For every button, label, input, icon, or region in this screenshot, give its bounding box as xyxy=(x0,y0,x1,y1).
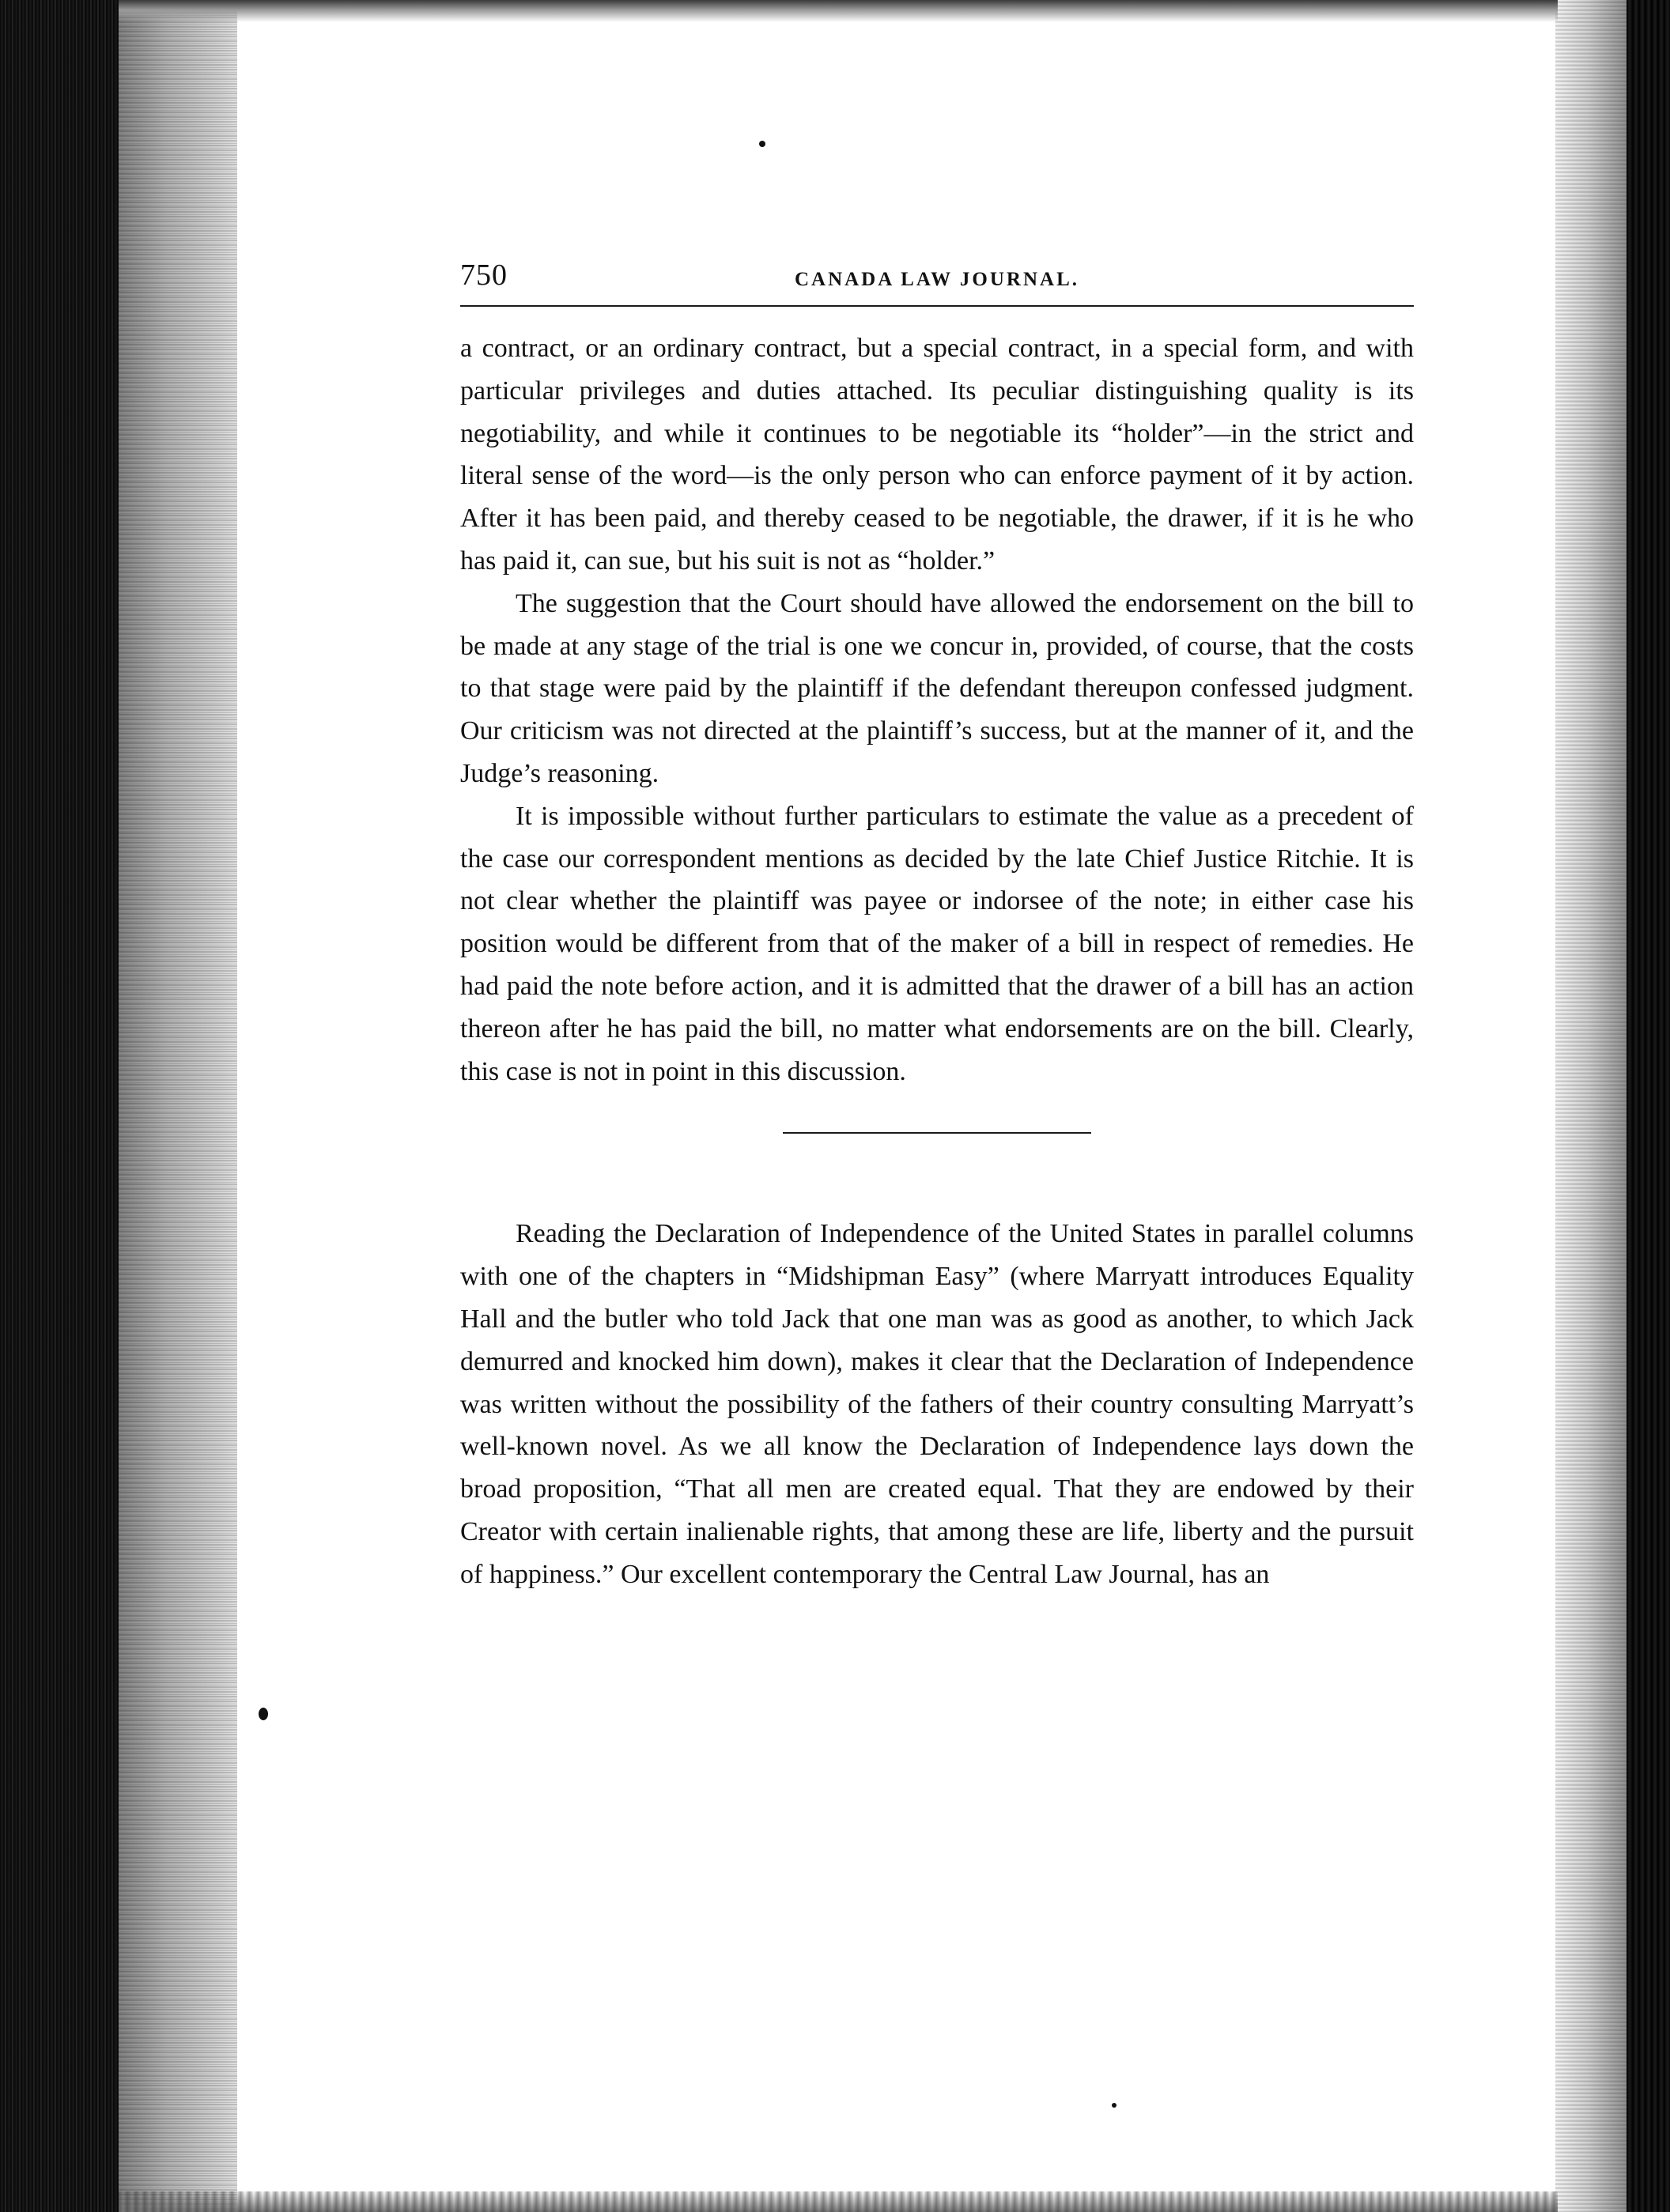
running-head xyxy=(460,255,1414,300)
scan-left-page-gutter xyxy=(119,0,237,2212)
scan-top-edge xyxy=(119,0,1558,22)
header-rule xyxy=(460,305,1414,307)
paragraph-continued: a contract, or an ordinary contract, but a special contract, in a special form, and with particular privileges and duties attached. Its peculiar distinguishing quality is its negotiability, and while it continues to be negotiable its “holder”—in the strict and literal sense of the word—is the only person who can enforce payment of it by action. After it has been paid, and thereby ceased to be negotiable, the drawer, if it is he who has paid it, can sue, but his suit is not as “holder.” xyxy=(460,334,1414,576)
scan-speck xyxy=(259,1708,268,1720)
paragraph-court-suggestion: The suggestion that the Court should have allowed the endorsement on the bill to be made at any stage of the trial is one we concur in, provided, of course, that the costs to that stage were paid by the plaintiff if the defendant thereupon confessed judgment. Our criticism was not directed at the plaintiff’s success, but at the manner of it, and the Judge’s reasoning. xyxy=(460,588,1414,788)
scan-right-page-gutter xyxy=(1555,0,1627,2212)
section-divider xyxy=(783,1132,1091,1134)
scan-right-edge-shadow xyxy=(1627,0,1670,2212)
paragraph-declaration: Reading the Declaration of Independence of the United States in parallel columns with one of the chapters in “Midshipman Easy” (where Marryatt introduces Equality Hall and the butler who told Jack that one man was as good as another, to which Jack demurred and knocked him down), makes it clear that the Declaration of Independence was written without the possibility of the fathers of their country consulting Marryatt’s well-known novel. As we all know the Declaration of Independence lays down the broad proposition, “That all men are created equal. That they are endowed by their Creator with certain inalienable rights, that among these are life, liberty and the pursuit of happiness.” Our excellent contemporary the Central Law Journal, has an xyxy=(460,1219,1414,1589)
journal-title: CANADA LAW JOURNAL. xyxy=(794,269,1080,290)
article-body xyxy=(460,327,1414,1596)
scan-speck xyxy=(1112,2103,1116,2108)
document-page xyxy=(460,255,1414,1596)
scan-speck xyxy=(759,141,765,147)
paragraph-precedent: It is impossible without further particulars to estimate the value as a precedent of the case our correspondent mentions as decided by the late Chief Justice Ritchie. It is not clear whether the plaintiff was payee or indorsee of the note; in either case his position would be different from that of the maker of a bill in respect of remedies. He had paid the note before action, and it is admitted that the drawer of a bill has an action thereon after he has paid the bill, no matter what endorsements are on the bill. Clearly, this case is not in point in this discussion. xyxy=(460,801,1414,1086)
scan-bottom-edge xyxy=(119,2191,1558,2212)
scan-left-spine-shadow xyxy=(0,0,119,2212)
page-number: 750 xyxy=(460,259,508,292)
